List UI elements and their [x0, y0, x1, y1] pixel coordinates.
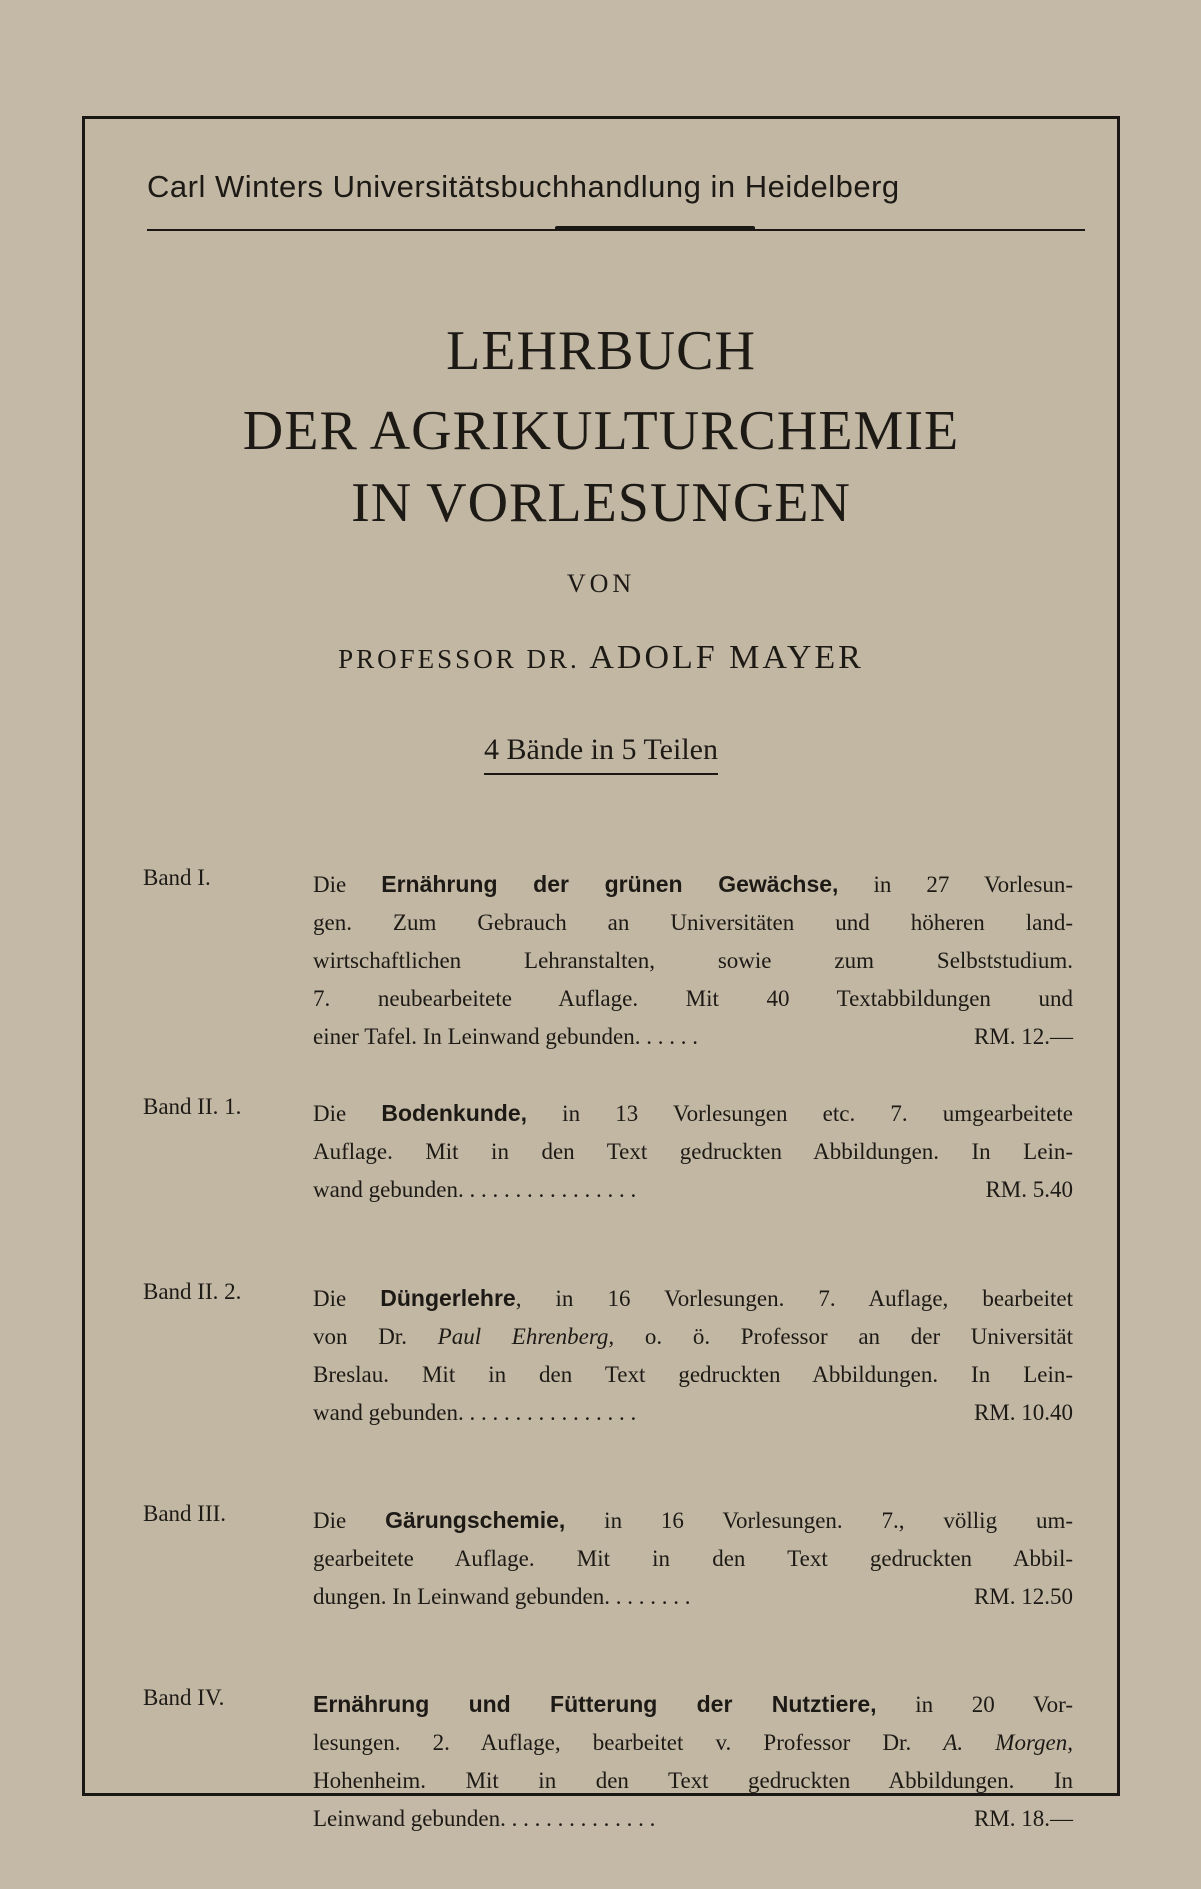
- subject-keyword: Bodenkunde,: [381, 1100, 528, 1126]
- band-label: Band I.: [143, 865, 211, 890]
- desc-line: gearbeitete Auflage. Mit in den Text gedruckten Abbil-: [313, 1546, 1073, 1571]
- price: RM. 10.40: [973, 1400, 1073, 1425]
- publisher-header: Carl Winters Universitätsbuchhandlung in Heidelberg: [147, 169, 900, 204]
- volumes-note: [85, 733, 1117, 775]
- volumes-note-text: 4 Bände in 5 Teilen: [484, 733, 718, 775]
- desc-line: Ernährung und Fütterung der Nutztiere, in 20 Vor-: [313, 1691, 1073, 1717]
- title-line-1: LEHRBUCH: [446, 320, 756, 382]
- editor-name: A. Morgen,: [943, 1730, 1073, 1755]
- subject-keyword: Düngerlehre: [380, 1285, 516, 1311]
- band-description: [313, 865, 1073, 1056]
- subject-keyword: Ernährung der grünen Gewächse,: [381, 871, 839, 897]
- desc-line: lesungen. 2. Auflage, bearbeitet v. Professor Dr. A. Morgen,: [313, 1730, 1073, 1755]
- desc-last-line: Leinwand gebunden. . . . . . . . . . . . . . RM. 18.—: [313, 1800, 1073, 1838]
- price: RM. 12.50: [973, 1584, 1073, 1609]
- band-description: [313, 1094, 1073, 1209]
- desc-line: von Dr. Paul Ehrenberg, o. ö. Professor an der Universität: [313, 1324, 1073, 1349]
- desc-line: Breslau. Mit in den Text gedruckten Abbildungen. In Lein-: [313, 1362, 1073, 1387]
- title-line-3: IN VORLESUNGEN: [351, 472, 851, 534]
- desc-line: Die Ernährung der grünen Gewächse, in 27 Vorlesun-: [313, 871, 1073, 897]
- desc-line: 7. neubearbeitete Auflage. Mit 40 Textabbildungen und: [313, 986, 1073, 1011]
- band-label: Band IV.: [143, 1685, 225, 1710]
- editor-name: Paul Ehrenberg,: [437, 1324, 615, 1349]
- band-label: Band III.: [143, 1501, 227, 1526]
- band-description: [313, 1501, 1073, 1616]
- desc-line: Die Düngerlehre, in 16 Vorlesungen. 7. Auflage, bearbeitet: [313, 1285, 1073, 1311]
- desc-line: gen. Zum Gebrauch an Universitäten und höheren land-: [313, 910, 1073, 935]
- subject-keyword: Gärungschemie,: [385, 1507, 566, 1533]
- desc-last-line: einer Tafel. In Leinwand gebunden. . . . . . RM. 12.—: [313, 1018, 1073, 1056]
- desc-line: Auflage. Mit in den Text gedruckten Abbildungen. In Lein-: [313, 1139, 1073, 1164]
- band-label: Band II. 2.: [143, 1279, 242, 1304]
- band-label: Band II. 1.: [143, 1094, 242, 1119]
- desc-line: Die Gärungschemie, in 16 Vorlesungen. 7., völlig um-: [313, 1507, 1073, 1533]
- desc-line: Hohenheim. Mit in den Text gedruckten Abbildungen. In: [313, 1768, 1073, 1793]
- desc-line: Die Bodenkunde, in 13 Vorlesungen etc. 7. umgearbeitete: [313, 1100, 1073, 1126]
- header-rule-accent: [555, 226, 755, 231]
- band-description: [313, 1279, 1073, 1432]
- desc-last-line: dungen. In Leinwand gebunden. . . . . . . . RM. 12.50: [313, 1578, 1073, 1616]
- title-line-2: DER AGRIKULTURCHEMIE: [242, 400, 960, 462]
- desc-last-line: wand gebunden. . . . . . . . . . . . . . . . RM. 10.40: [313, 1394, 1073, 1432]
- desc-line: wirtschaftlichen Lehranstalten, sowie zum Selbststudium.: [313, 948, 1073, 973]
- page-frame: [82, 116, 1120, 1831]
- author-prefix: PROFESSOR DR.: [338, 644, 580, 674]
- author-name: ADOLF MAYER: [589, 639, 864, 676]
- price: RM. 5.40: [985, 1177, 1073, 1202]
- price: RM. 12.—: [973, 1024, 1073, 1049]
- desc-last-line: wand gebunden. . . . . . . . . . . . . . . . RM. 5.40: [313, 1171, 1073, 1209]
- author-line: [85, 639, 1117, 677]
- von-label: VON: [566, 569, 636, 598]
- band-description: [313, 1685, 1073, 1838]
- price: RM. 18.—: [973, 1806, 1073, 1831]
- subject-keyword: Ernährung und Fütterung der Nutztiere,: [313, 1691, 877, 1717]
